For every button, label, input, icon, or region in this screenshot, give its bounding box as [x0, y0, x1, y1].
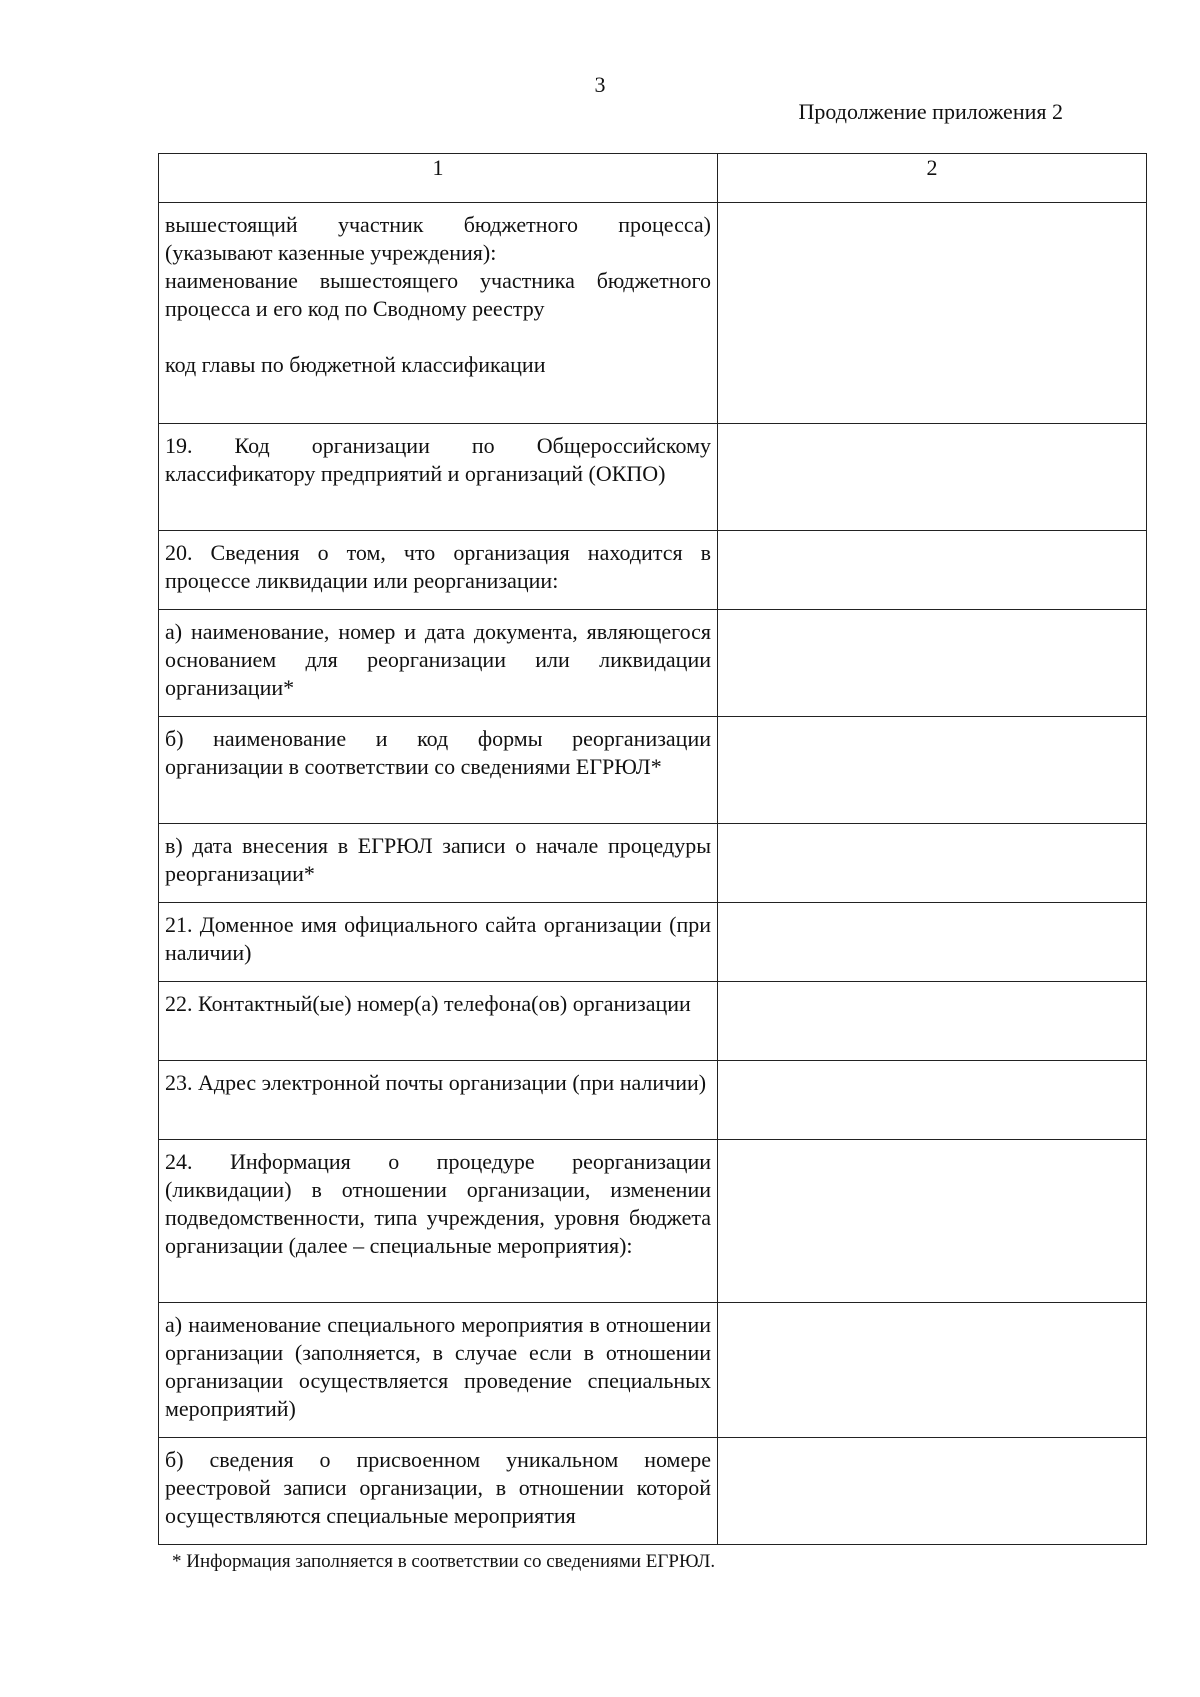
column-header-2: 2	[718, 154, 1147, 203]
item-description-cell	[159, 1438, 718, 1545]
item-value-cell[interactable]	[718, 903, 1147, 982]
item-description-cell	[159, 1061, 718, 1140]
item-value-cell[interactable]	[718, 1438, 1147, 1545]
item-paragraph: вышестоящий участник бюджетного процесса) (указывают казенные учреждения):	[165, 212, 711, 265]
item-description-cell	[159, 610, 718, 717]
item-paragraph: б) наименование и код формы реорганизации организации в соответствии со сведениями ЕГРЮЛ*	[165, 726, 711, 779]
item-description-cell	[159, 903, 718, 982]
item-description-cell	[159, 203, 718, 424]
data-table	[158, 153, 1147, 1545]
table-row	[159, 717, 1147, 824]
item-description-cell	[159, 824, 718, 903]
item-value-cell[interactable]	[718, 717, 1147, 824]
item-paragraph: наименование вышестоящего участника бюджетного процесса и его код по Сводному реестру	[165, 268, 711, 321]
item-paragraph: б) сведения о присвоенном уникальном номере реестровой записи организации, в отношении которой осуществляются специальные мероприятия	[165, 1447, 711, 1528]
table-row	[159, 610, 1147, 717]
item-value-cell[interactable]	[718, 824, 1147, 903]
item-value-cell[interactable]	[718, 610, 1147, 717]
item-paragraph: 22. Контактный(ые) номер(а) телефона(ов) организации	[165, 991, 691, 1016]
paragraph-spacer	[165, 323, 711, 351]
continuation-label: Продолжение приложения 2	[798, 99, 1063, 124]
table-row	[159, 982, 1147, 1061]
table-row	[159, 824, 1147, 903]
item-description-cell	[159, 531, 718, 610]
item-paragraph: 20. Сведения о том, что организация находится в процессе ликвидации или реорганизации:	[165, 540, 711, 593]
table-row	[159, 203, 1147, 424]
table-row	[159, 1061, 1147, 1140]
item-value-cell[interactable]	[718, 1140, 1147, 1303]
item-paragraph: 21. Доменное имя официального сайта организации (при наличии)	[165, 912, 711, 965]
table-row	[159, 424, 1147, 531]
table-row	[159, 531, 1147, 610]
item-description-cell	[159, 982, 718, 1061]
table-body	[159, 203, 1147, 1545]
table-row	[159, 1303, 1147, 1438]
footnote: * Информация заполняется в соответствии со сведениями ЕГРЮЛ.	[172, 1551, 716, 1572]
table-row	[159, 903, 1147, 982]
item-paragraph: а) наименование специального мероприятия в отношении организации (заполняется, в случае если в отношении организации осуществляется проведение специальных мероприятий)	[165, 1312, 711, 1421]
item-value-cell[interactable]	[718, 424, 1147, 531]
item-value-cell[interactable]	[718, 203, 1147, 424]
item-paragraph: 24. Информация о процедуре реорганизации (ликвидации) в отношении организации, изменении подведомственности, типа учреждения, уровня бюджета организации (далее – специальные мероприятия):	[165, 1149, 711, 1258]
page-number: 3	[594, 72, 606, 97]
column-header-1: 1	[159, 154, 718, 203]
item-paragraph: 19. Код организации по Общероссийскому классификатору предприятий и организаций (ОКПО)	[165, 433, 711, 486]
item-value-cell[interactable]	[718, 531, 1147, 610]
item-paragraph: а) наименование, номер и дата документа, являющегося основанием для реорганизации или ликвидации организации*	[165, 619, 711, 700]
item-paragraph: код главы по бюджетной классификации	[165, 352, 546, 377]
table-header-row	[159, 154, 1147, 203]
item-description-cell	[159, 1303, 718, 1438]
item-value-cell[interactable]	[718, 1061, 1147, 1140]
item-description-cell	[159, 424, 718, 531]
item-paragraph: 23. Адрес электронной почты организации (при наличии)	[165, 1070, 707, 1095]
item-paragraph: в) дата внесения в ЕГРЮЛ записи о начале процедуры реорганизации*	[165, 833, 711, 886]
item-value-cell[interactable]	[718, 982, 1147, 1061]
item-description-cell	[159, 717, 718, 824]
item-description-cell	[159, 1140, 718, 1303]
table-row	[159, 1140, 1147, 1303]
table-row	[159, 1438, 1147, 1545]
item-value-cell[interactable]	[718, 1303, 1147, 1438]
